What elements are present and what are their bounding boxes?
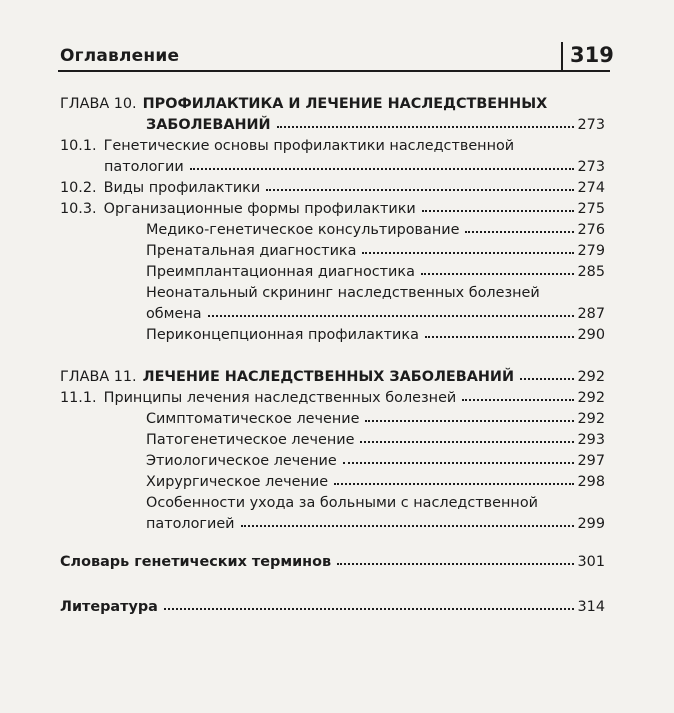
leader-dots	[362, 252, 573, 254]
subsection-title: Пренатальная диагностика	[146, 243, 357, 259]
page-ref: 298	[577, 474, 605, 490]
page-ref: 314	[577, 599, 605, 615]
leader-dots	[334, 483, 573, 485]
subsection-title-cont: патологией	[146, 516, 235, 532]
toc-entry	[60, 136, 605, 157]
glossary-title: Словарь генетических терминов	[60, 554, 332, 570]
toc-chapter-10	[60, 94, 605, 346]
toc-entry	[60, 367, 605, 388]
leader-dots	[421, 273, 574, 275]
leader-dots	[425, 336, 574, 338]
page-ref: 301	[577, 554, 605, 570]
toc-entry	[60, 325, 605, 346]
toc-entry	[60, 115, 605, 136]
leader-dots	[360, 441, 573, 443]
header-divider	[561, 42, 563, 70]
leader-dots	[277, 126, 574, 128]
toc-literature	[60, 597, 605, 618]
section-title: Виды профилактики	[103, 180, 261, 196]
page-ref: 292	[577, 411, 605, 427]
leader-dots	[343, 462, 574, 464]
page-ref: 273	[577, 117, 605, 133]
page-ref: 279	[577, 243, 605, 259]
toc-entry	[60, 283, 605, 304]
subsection-title: Преимплантационная диагностика	[146, 264, 415, 280]
leader-dots	[365, 420, 573, 422]
toc-entry	[60, 409, 605, 430]
page-ref: 287	[577, 306, 605, 322]
chapter-prefix: ГЛАВА 10.	[60, 96, 137, 112]
toc-entry	[60, 430, 605, 451]
page-ref: 290	[577, 327, 605, 343]
toc-entry	[60, 514, 605, 535]
subsection-title: Периконцепционная профилактика	[146, 327, 419, 343]
page-number: 319	[570, 43, 614, 67]
toc-entry	[60, 262, 605, 283]
leader-dots	[164, 608, 574, 610]
leader-dots	[520, 378, 574, 380]
page-ref: 285	[577, 264, 605, 280]
section-title: Генетические основы профилактики наследственной	[103, 138, 515, 154]
page-ref: 297	[577, 453, 605, 469]
chapter-title-cont: ЗАБОЛЕВАНИЙ	[146, 117, 271, 133]
header-rule	[58, 70, 610, 72]
toc-entry	[60, 220, 605, 241]
page-ref: 292	[577, 369, 605, 385]
section-title: Принципы лечения наследственных болезней	[103, 390, 457, 406]
leader-dots	[422, 210, 574, 212]
section-number: 10.3.	[60, 201, 97, 217]
leader-dots	[241, 525, 574, 527]
toc-entry	[60, 304, 605, 325]
toc-entry	[60, 388, 605, 409]
toc-entry	[60, 472, 605, 493]
leader-dots	[190, 168, 574, 170]
chapter-prefix: ГЛАВА 11.	[60, 369, 137, 385]
page-ref: 293	[577, 432, 605, 448]
section-number: 11.1.	[60, 390, 97, 406]
subsection-title: Этиологическое лечение	[146, 453, 337, 469]
subsection-title: Неонатальный скрининг наследственных болезней	[146, 285, 540, 301]
leader-dots	[465, 231, 573, 233]
toc-entry	[60, 552, 605, 573]
subsection-title: Особенности ухода за больными с наследственной	[146, 495, 538, 511]
chapter-title: ПРОФИЛАКТИКА И ЛЕЧЕНИЕ НАСЛЕДСТВЕННЫХ	[142, 96, 548, 112]
page-ref: 276	[577, 222, 605, 238]
page-ref: 275	[577, 201, 605, 217]
subsection-title: Патогенетическое лечение	[146, 432, 355, 448]
section-title-cont: патологии	[104, 159, 184, 175]
running-header-title: Оглавление	[60, 46, 180, 66]
literature-title: Литература	[60, 599, 158, 615]
leader-dots	[208, 315, 574, 317]
leader-dots	[266, 189, 573, 191]
page-ref: 274	[577, 180, 605, 196]
subsection-title-cont: обмена	[146, 306, 202, 322]
toc-entry	[60, 241, 605, 262]
toc-entry	[60, 597, 605, 618]
section-number: 10.1.	[60, 138, 97, 154]
page-ref: 292	[577, 390, 605, 406]
subsection-title: Симптоматическое лечение	[146, 411, 360, 427]
leader-dots	[462, 399, 573, 401]
page-ref: 273	[577, 159, 605, 175]
toc-entry	[60, 451, 605, 472]
section-title: Организационные формы профилактики	[103, 201, 416, 217]
toc-entry	[60, 493, 605, 514]
toc-entry	[60, 94, 605, 115]
toc-entry	[60, 178, 605, 199]
leader-dots	[337, 563, 573, 565]
section-number: 10.2.	[60, 180, 97, 196]
toc-entry	[60, 199, 605, 220]
toc-entry	[60, 157, 605, 178]
subsection-title: Медико-генетическое консультирование	[146, 222, 460, 238]
chapter-title: ЛЕЧЕНИЕ НАСЛЕДСТВЕННЫХ ЗАБОЛЕВАНИЙ	[142, 369, 514, 385]
toc-chapter-11	[60, 367, 605, 535]
toc-glossary	[60, 552, 605, 573]
page-ref: 299	[577, 516, 605, 532]
subsection-title: Хирургическое лечение	[146, 474, 329, 490]
